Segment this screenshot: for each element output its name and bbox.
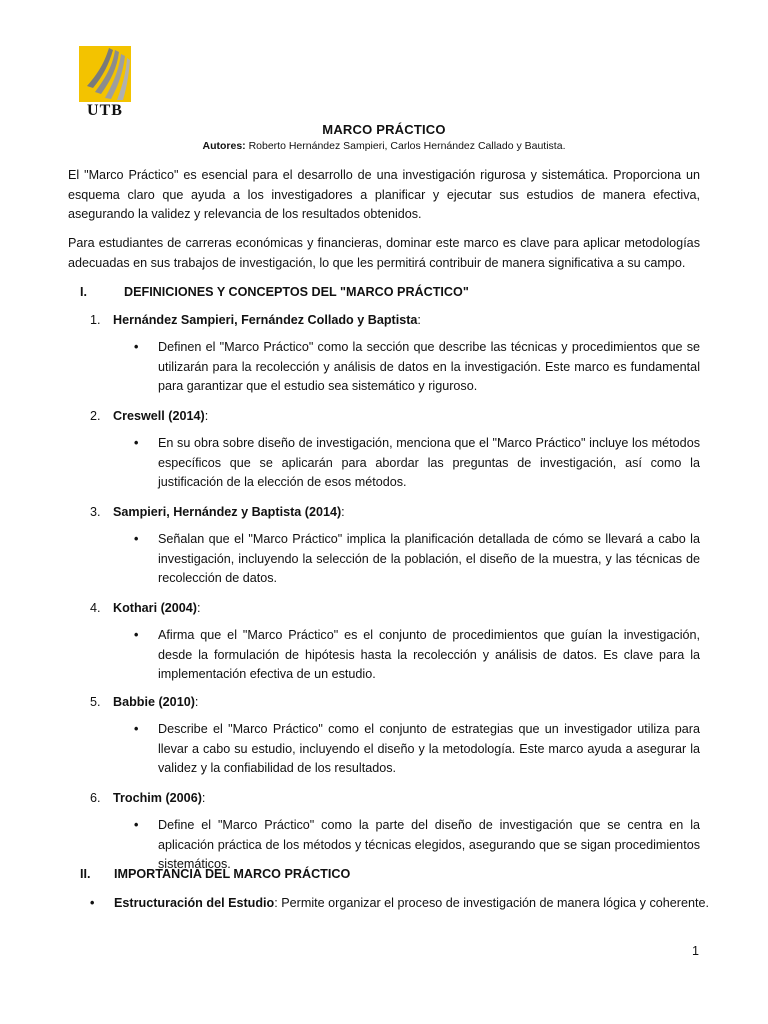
- item-suffix: :: [194, 695, 199, 709]
- document-title: MARCO PRÁCTICO: [322, 122, 446, 137]
- bullet-glyph: •: [90, 896, 95, 910]
- item-number: 3.: [90, 505, 101, 519]
- item-number: 1.: [90, 313, 101, 327]
- item-number: 6.: [90, 791, 101, 805]
- item-number: 2.: [90, 409, 101, 423]
- bullet-glyph: •: [134, 818, 139, 832]
- item-number: 5.: [90, 695, 101, 709]
- item-author: Babbie (2010): [113, 695, 195, 709]
- utb-logo: [79, 46, 131, 120]
- authors-names: Roberto Hernández Sampieri, Carlos Hernández Callado y Bautista.: [245, 140, 566, 152]
- intro-paragraph-1: El "Marco Práctico" es esencial para el desarrollo de una investigación rigurosa y sistemática. Proporciona un esquema claro que ayuda a los investigadores a planificar y ejecutar sus estudios de manera efectiva, asegurando la validez y relevancia de los resultados obtenidos.: [68, 168, 700, 221]
- reference-bullet-3: [134, 530, 700, 589]
- section-number: II.: [80, 867, 91, 881]
- logo-emblem-icon: [79, 46, 131, 102]
- reference-bullet-4: [134, 626, 700, 685]
- section-number: I.: [80, 285, 87, 299]
- logo-text: UTB: [87, 102, 123, 119]
- section-title: DEFINICIONES Y CONCEPTOS DEL "MARCO PRÁCTICO": [124, 285, 469, 299]
- item-number: 4.: [90, 601, 101, 615]
- intro-paragraph-2: Para estudiantes de carreras económicas y financieras, dominar este marco es clave para aplicar metodologías adecuadas en sus trabajos de investigación, lo que les permitirá contribuir de manera significativa a su campo.: [68, 236, 700, 270]
- reference-item-3: [90, 503, 345, 521]
- reference-item-5: [90, 693, 198, 711]
- item-author: Trochim (2006): [113, 791, 202, 805]
- bullet-text: : Permite organizar el proceso de investigación de manera lógica y coherente.: [274, 896, 709, 910]
- reference-bullet-1: [134, 338, 700, 397]
- item-suffix: :: [201, 791, 206, 805]
- authors-label: Autores:: [202, 140, 246, 152]
- reference-bullet-5: [134, 720, 700, 779]
- page-number: 1: [692, 944, 700, 958]
- bullet-glyph: •: [134, 340, 139, 354]
- bullet-label: Estructuración del Estudio: [114, 896, 275, 910]
- reference-item-1: [90, 311, 421, 329]
- item-author: Hernández Sampieri, Fernández Collado y Baptista: [113, 313, 418, 327]
- bullet-glyph: •: [134, 436, 139, 450]
- bullet-glyph: •: [134, 628, 139, 642]
- item-suffix: :: [204, 409, 209, 423]
- bullet-text: Definen el "Marco Práctico" como la sección que describe las técnicas y procedimientos que se utilizarán para la recolección y análisis de datos en la investigación. Este marco es fundamental para garantizar que el estudio sea sistemático y riguroso.: [158, 340, 700, 393]
- section-heading-2: [80, 865, 350, 883]
- bullet-text: Señalan que el "Marco Práctico" implica la planificación detallada de cómo se llevará a cabo la investigación, incluyendo la selección de la población, el diseño de la muestra, y las técnicas de recolección de datos.: [158, 532, 700, 585]
- bullet-text: Afirma que el "Marco Práctico" es el conjunto de procedimientos que guían la investigación, desde la formulación de hipótesis hasta la recolección y análisis de datos. Es clave para la implementación efectiva de un estudio.: [158, 628, 700, 681]
- bullet-text: Describe el "Marco Práctico" como el conjunto de estrategias que un investigador utiliza para llevar a cabo su estudio, incluyendo el diseño y la metodología. Este marco ayuda a asegurar la validez y la confiabilidad de los resultados.: [158, 722, 700, 775]
- bullet-text: En su obra sobre diseño de investigación, menciona que el "Marco Práctico" incluye los métodos específicos que se aplicarán para abordar las preguntas de investigación, así como la justificación de la elección de esos métodos.: [158, 436, 700, 489]
- reference-item-4: [90, 599, 200, 617]
- item-suffix: :: [417, 313, 421, 327]
- section-heading-1: [80, 283, 469, 301]
- reference-item-2: [90, 407, 208, 425]
- section-title: IMPORTANCIA DEL MARCO PRÁCTICO: [114, 867, 351, 881]
- item-author: Kothari (2004): [113, 601, 197, 615]
- reference-item-6: [90, 789, 205, 807]
- reference-bullet-2: [134, 434, 700, 493]
- bullet-text: Define el "Marco Práctico" como la parte del diseño de investigación que se centra en la aplicación práctica de los métodos y técnicas elegidos, asegurando que se sigan procedimientos sistemáticos.: [158, 818, 700, 871]
- item-suffix: :: [341, 505, 345, 519]
- importance-bullet-1: [90, 894, 710, 914]
- item-author: Creswell (2014): [113, 409, 205, 423]
- bullet-glyph: •: [134, 532, 139, 546]
- item-suffix: :: [196, 601, 201, 615]
- bullet-glyph: •: [134, 722, 139, 736]
- authors-line: [0, 140, 768, 152]
- item-author: Sampieri, Hernández y Baptista (2014): [113, 505, 342, 519]
